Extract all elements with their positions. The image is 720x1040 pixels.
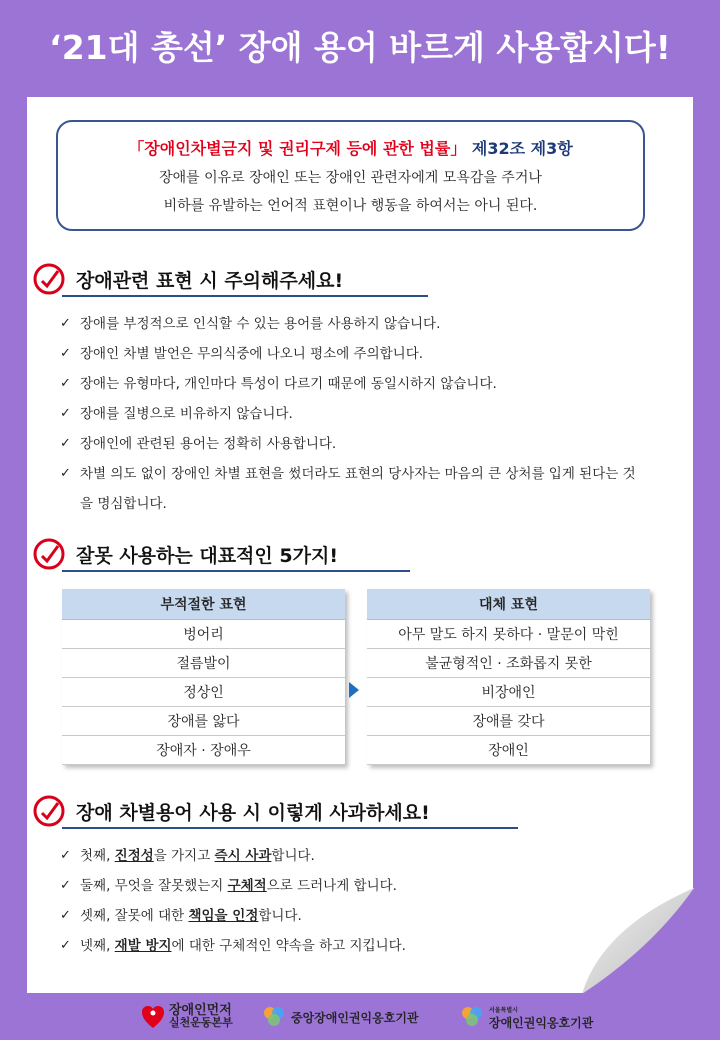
table-cell: 장애인 — [367, 735, 650, 764]
list-item: ✓ 차별 의도 없이 장애인 차별 표현을 썼더라도 표현의 당사자는 마음의 큰 상처를 입게 된다는 것을 명심합니다. — [60, 459, 640, 519]
table-row — [367, 677, 650, 706]
page-curl-icon — [582, 888, 694, 994]
header-banner — [0, 0, 720, 97]
ballot-check-icon — [32, 262, 66, 296]
law-box — [56, 120, 645, 231]
section-2-heading — [32, 537, 402, 571]
law-text-line-2: 비하를 유발하는 언어적 표현이나 행동을 하여서는 아니 된다. — [163, 198, 538, 214]
table-cell: 절름발이 — [62, 648, 345, 677]
table-row — [62, 706, 345, 735]
section-2-title: 잘못 사용하는 대표적인 5가지! — [76, 545, 338, 567]
table-row — [367, 735, 650, 764]
inappropriate-terms-table — [62, 589, 345, 765]
section-1-heading — [32, 262, 402, 296]
list-item: ✓ 셋째, 잘못에 대한 책임을 인정합니다. — [60, 901, 406, 931]
list-item: ✓ 넷째, 재발 방지에 대한 구체적인 약속을 하고 지킵니다. — [60, 931, 406, 961]
check-icon: ✓ — [60, 346, 71, 361]
list-item: ✓ 둘째, 무엇을 잘못했는지 구체적으로 드러나게 합니다. — [60, 871, 406, 901]
list-item: ✓ 장애를 부정적으로 인식할 수 있는 용어를 사용하지 않습니다. — [60, 309, 640, 339]
section-3-heading — [32, 794, 492, 828]
list-item: ✓ 장애인 차별 발언은 무의식중에 나오니 평소에 주의합니다. — [60, 339, 640, 369]
arrow-right-icon — [349, 682, 359, 698]
check-icon: ✓ — [60, 878, 71, 893]
list-item: ✓ 장애를 질병으로 비유하지 않습니다. — [60, 399, 640, 429]
law-title — [58, 136, 643, 159]
table-row — [62, 735, 345, 764]
section-3-underline — [62, 827, 518, 829]
check-icon: ✓ — [60, 406, 71, 421]
logo-disability-first: 장애인먼저 실천운동본부 — [140, 1002, 233, 1032]
check-icon: ✓ — [60, 908, 71, 923]
check-icon: ✓ — [60, 466, 71, 481]
swirl-logo-icon — [460, 1005, 484, 1029]
table-cell: 장애를 갖다 — [367, 706, 650, 735]
heart-person-icon — [140, 1003, 166, 1031]
check-icon: ✓ — [60, 938, 71, 953]
page-title: ‘21대 총선’ 장애 용어 바르게 사용합시다! — [49, 28, 671, 67]
ballot-check-icon — [32, 537, 66, 571]
table-row — [62, 648, 345, 677]
table-row — [62, 619, 345, 648]
footer — [0, 993, 720, 1040]
alternative-terms-table — [367, 589, 650, 765]
caution-list — [60, 309, 640, 519]
logo-central-advocacy: 중앙장애인권익옹호기관 — [262, 1002, 419, 1032]
section-2-underline — [62, 570, 410, 572]
table-row — [367, 706, 650, 735]
table-cell: 비장애인 — [367, 677, 650, 706]
table-row — [62, 677, 345, 706]
check-icon: ✓ — [60, 848, 71, 863]
table-header: 부적절한 표현 — [62, 589, 345, 619]
table-cell: 불균형적인 · 조화롭지 못한 — [367, 648, 650, 677]
list-item: ✓ 장애는 유형마다, 개인마다 특성이 다르기 때문에 동일시하지 않습니다. — [60, 369, 640, 399]
swirl-logo-icon — [262, 1005, 286, 1029]
law-name: 「장애인차별금지 및 권리구제 등에 관한 법률」 — [128, 139, 467, 158]
table-row — [367, 619, 650, 648]
section-1-underline — [62, 295, 428, 297]
law-text-line-1: 장애를 이유로 장애인 또는 장애인 관련자에게 모욕감을 주거나 — [159, 170, 542, 186]
table-row — [367, 648, 650, 677]
section-1-title: 장애관련 표현 시 주의해주세요! — [76, 270, 344, 292]
section-3-title: 장애 차별용어 사용 시 이렇게 사과하세요! — [76, 802, 430, 824]
table-cell: 벙어리 — [62, 619, 345, 648]
list-item: ✓ 장애인에 관련된 용어는 정확히 사용합니다. — [60, 429, 640, 459]
table-header: 대체 표현 — [367, 589, 650, 619]
table-cell: 장애자 · 장애우 — [62, 735, 345, 764]
table-cell: 정상인 — [62, 677, 345, 706]
logo-seoul-advocacy: 서울특별시 장애인권익옹호기관 — [460, 1002, 593, 1032]
table-cell: 아무 말도 하지 못하다 · 말문이 막힌 — [367, 619, 650, 648]
table-cell: 장애를 앓다 — [62, 706, 345, 735]
ballot-check-icon — [32, 794, 66, 828]
check-icon: ✓ — [60, 376, 71, 391]
law-article: 제32조 제3항 — [466, 139, 573, 158]
check-icon: ✓ — [60, 316, 71, 331]
apology-list — [60, 841, 406, 961]
check-icon: ✓ — [60, 436, 71, 451]
list-item: ✓ 첫째, 진정성을 가지고 즉시 사과합니다. — [60, 841, 406, 871]
